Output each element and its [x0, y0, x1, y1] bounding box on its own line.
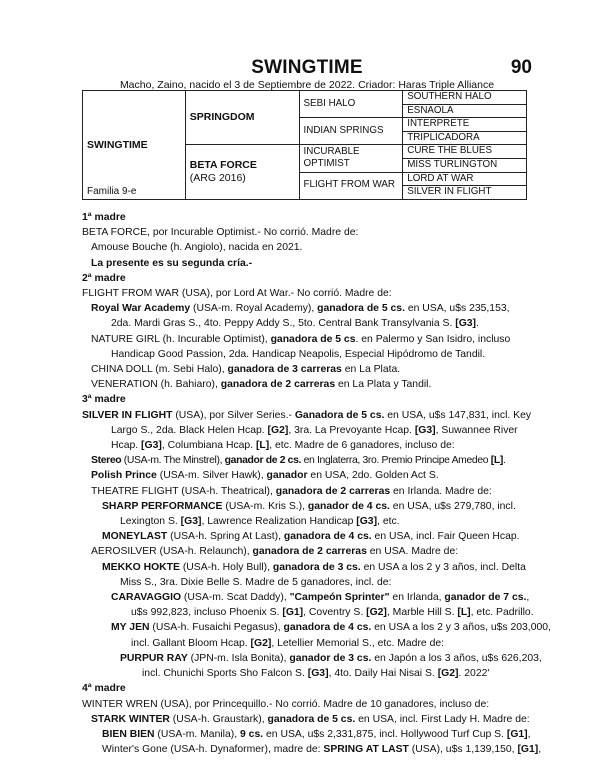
- horse-name: Stereo: [91, 455, 122, 467]
- text-segment: ganadora de 3 carreras: [227, 364, 342, 376]
- pedigree-g4-2: INTERPRETE: [403, 118, 527, 132]
- grade-badge: [G2]: [267, 424, 289, 436]
- grade-badge: [G3]: [455, 318, 477, 330]
- text-segment: , Marble Hill S.: [386, 607, 458, 619]
- text-segment: u$s 992,823, incluso Phoenix S.: [131, 607, 283, 619]
- heading-first-dam: 1ª madre: [82, 212, 126, 223]
- heading-second-dam: 2ª madre: [82, 272, 126, 284]
- produce-moneylast: [82, 529, 532, 544]
- text-segment: 9 cs.: [240, 728, 264, 740]
- continuation-line: [82, 636, 532, 651]
- text-segment: en USA, 2do. Golden Act S.: [307, 470, 439, 482]
- heading-third-dam: 3ª madre: [82, 394, 126, 406]
- text-segment: (USA-m. Manila),: [154, 728, 240, 740]
- text-segment: Ganadora de 5 cs.: [294, 409, 385, 421]
- continuation-line: [82, 423, 532, 438]
- horse-name: MEKKO HOKTE: [102, 561, 180, 573]
- text-segment: en USA. Madre de:: [366, 546, 459, 558]
- pedigree-sire-cell: [185, 91, 299, 145]
- text-segment: en Japón a los 3 años, u$s 626,203,: [371, 652, 542, 664]
- produce-purpur-ray: [82, 651, 542, 666]
- dam-line: BETA FORCE, por Incurable Optimist.- No corrió. Madre de:: [82, 227, 359, 239]
- text-segment: ganadora de 4 cs.: [283, 622, 372, 634]
- pedigree-g3-0: SEBI HALO: [299, 91, 403, 118]
- grade-badge: [G2]: [250, 637, 272, 649]
- grade-badge: [G1]: [517, 744, 539, 756]
- text-segment: (USA-h. Fusaichi Pegasus),: [149, 622, 284, 634]
- text-segment: en USA, u$s 147,831, incl. Key: [384, 409, 532, 421]
- text-segment: (USA), u$s 1,139,150,: [408, 744, 518, 756]
- text-segment: ,: [527, 728, 531, 740]
- pedigree-g3-3: FLIGHT FROM WAR: [299, 172, 403, 199]
- continuation-line: [82, 666, 532, 681]
- text-segment: (USA-h. Holy Bull),: [179, 561, 273, 573]
- text-segment: CHINA DOLL (m. Sebi Halo),: [91, 364, 228, 376]
- text-segment: NATURE GIRL (h. Incurable Optimist),: [91, 333, 271, 345]
- text-segment: ganador de 3 cs.: [289, 652, 372, 664]
- horse-name: BIEN BIEN: [102, 728, 155, 740]
- continuation-line: [82, 514, 532, 529]
- text-segment: en Irlanda. Madre de:: [390, 485, 492, 497]
- horse-name: Polish Prince: [91, 470, 157, 482]
- pedigree-g3-1: INDIAN SPRINGS: [299, 118, 403, 145]
- text-segment: en La Plata.: [341, 364, 401, 376]
- continuation-line: [82, 605, 532, 620]
- text-segment: Hcap.: [111, 440, 142, 452]
- horse-name: SPRING AT LAST: [323, 744, 409, 756]
- pedigree-table: [82, 90, 527, 200]
- text-segment: (USA-m. Kris S.),: [222, 500, 308, 512]
- text-segment: .: [476, 318, 479, 330]
- fourth-dam-line: WINTER WREN (USA), por Princequillo.- No corrió. Madre de 10 ganadores, incluso de:: [82, 698, 490, 710]
- text-segment: ganadora de 2 carreras: [220, 379, 336, 391]
- horse-name: MONEYLAST: [102, 531, 168, 543]
- text-segment: AEROSILVER (USA-h. Relaunch),: [91, 546, 253, 558]
- horse-title: SWINGTIME: [251, 57, 363, 78]
- text-segment: .: [502, 455, 506, 467]
- pedigree-g4-3: TRIPLICADORA: [403, 131, 527, 145]
- text-segment: en USA a los 2 y 3 años, incl. Delta: [360, 561, 526, 573]
- text-segment: (USA-h. Graustark),: [169, 713, 268, 725]
- text-segment: ganador de 2 cs.: [224, 455, 302, 467]
- grade-badge: [G1]: [506, 728, 528, 740]
- text-segment: , 3ra. La Prevoyante Hcap.: [288, 424, 415, 436]
- grade-badge: [G3]: [307, 668, 329, 680]
- text-segment: ganadora de 5 cs.: [317, 303, 405, 315]
- text-segment: en USA, incl. First Lady H. Madre de:: [355, 713, 530, 725]
- produce-china-doll: [82, 362, 532, 377]
- text-segment: Largo S., 2da. Black Helen Hcap.: [111, 424, 268, 436]
- produce-bien-bien: [82, 727, 532, 742]
- text-segment: . 2022': [458, 668, 490, 680]
- grade-badge: [G2]: [366, 607, 387, 619]
- text-segment: en USA, incl. Fair Queen Hcap.: [371, 531, 520, 543]
- text-segment: en USA, u$s 235,153,: [404, 303, 510, 315]
- continuation-line: Handicap Good Passion, 2da. Handicap Neapolis, Especial Hipódromo de Tandil.: [111, 348, 486, 360]
- text-segment: , Columbiana Hcap.: [161, 440, 256, 452]
- third-dam-line: [82, 408, 532, 423]
- continuation-line: [82, 438, 532, 453]
- text-segment: Lexington S.: [120, 516, 181, 528]
- second-dam-line: FLIGHT FROM WAR (USA), por Lord At War.- No corrió. Madre de:: [82, 288, 392, 300]
- text-segment: (USA-m. Royal Academy),: [190, 303, 318, 315]
- text-segment: en USA a los 2 y 3 años, u$s 203,000,: [371, 622, 551, 634]
- produce-aerosilver: [82, 544, 532, 559]
- text-segment: , etc. Padrillo.: [470, 607, 534, 619]
- pedigree-g4-7: SILVER IN FLIGHT: [403, 186, 527, 200]
- pedigree-g4-5: MISS TURLINGTON: [403, 158, 527, 172]
- text-segment: Winter's Gone (USA-h. Dynaformer), madre de:: [102, 744, 324, 756]
- continuation-line: Miss S., 3ra. Dixie Belle S. Madre de 5 ganadores, incl. de:: [120, 576, 392, 588]
- text-segment: ganadora de 5 cs: [270, 333, 356, 345]
- pedigree-g4-1: ESNAOLA: [403, 104, 527, 118]
- produce-winters-gone: [82, 742, 542, 757]
- text-segment: ganadora de 2 carreras: [252, 546, 367, 558]
- horse-name: MY JEN: [111, 622, 150, 634]
- pedigree-horse-cell: [83, 91, 186, 200]
- header: [82, 57, 532, 79]
- horse-name: SILVER IN FLIGHT: [82, 409, 173, 421]
- text-segment: (USA-h. Spring At Last),: [167, 531, 284, 543]
- produce-veneration: [82, 377, 532, 392]
- pedigree-dam-origin: (ARG 2016): [189, 172, 246, 185]
- text-segment: en Inglaterra, 3ro. Premio Principe Amedeo: [301, 455, 491, 467]
- text-segment: (USA), por Silver Series.-: [172, 409, 295, 421]
- text-segment: (USA-m. Scat Daddy),: [181, 592, 290, 604]
- grade-badge: [G3]: [180, 516, 202, 528]
- produce-my-jen: [82, 620, 551, 635]
- text-segment: (JPN-m. Isla Bonita),: [187, 652, 290, 664]
- text-segment: , Lawrence Realization Handicap: [201, 516, 357, 528]
- produce-theatre-flight: [82, 484, 532, 499]
- produce-sharp-performance: [82, 499, 532, 514]
- produce-line: Amouse Bouche (h. Angiolo), nacida en 2021.: [91, 242, 303, 254]
- text-segment: incl. Gallant Bloom Hcap.: [131, 637, 251, 649]
- text-segment: THEATRE FLIGHT (USA-h. Theatrical),: [91, 485, 276, 497]
- grade-badge: [L]: [490, 455, 503, 467]
- text-segment: en Irlanda,: [389, 592, 445, 604]
- text-segment: ganadora de 4 cs.: [283, 531, 372, 543]
- continuation-line: [82, 316, 532, 331]
- pedigree-g3-2: INCURABLE OPTIMIST: [299, 145, 403, 172]
- pedigree-sire: SPRINGDOM: [189, 111, 255, 124]
- text-segment: en USA, u$s 2,331,875, incl. Hollywood Turf Cup S.: [263, 728, 507, 740]
- pedigree-g4-6: LORD AT WAR: [403, 172, 527, 186]
- text-segment: "Campeón Sprinter": [289, 592, 390, 604]
- heading-fourth-dam: 4ª madre: [82, 683, 126, 695]
- produce-nature-girl: [82, 332, 532, 347]
- horse-name: Royal War Academy: [91, 303, 191, 315]
- pedigree-dam: BETA FORCE: [189, 159, 257, 172]
- produce-caravaggio: [82, 590, 532, 605]
- grade-badge: [L]: [457, 607, 471, 619]
- text-segment: , etc.: [377, 516, 400, 528]
- produce-note: La presente es su segunda cría.-: [91, 257, 253, 269]
- produce-polish-prince: [82, 468, 532, 483]
- text-segment: (USA-m. Silver Hawk),: [156, 470, 267, 482]
- horse-name: CARAVAGGIO: [111, 592, 182, 604]
- text-segment: ,: [538, 744, 542, 756]
- horse-name: PURPUR RAY: [120, 652, 188, 664]
- text-segment: en La Plata y Tandil.: [335, 379, 432, 391]
- catalog-body: [82, 210, 551, 757]
- produce-royal-war-academy: [82, 301, 532, 316]
- text-segment: , 4to. Daily Hai Nisai S.: [328, 668, 438, 680]
- grade-badge: [G3]: [356, 516, 378, 528]
- text-segment: , etc. Madre de 6 ganadores, incluso de:: [269, 440, 455, 452]
- text-segment: ganador de 4 cs.: [307, 500, 390, 512]
- pedigree-family: Familia 9-e: [87, 186, 137, 198]
- grade-badge: [G3]: [141, 440, 162, 452]
- text-segment: ganador: [266, 470, 308, 482]
- grade-badge: [L]: [255, 440, 270, 452]
- pedigree-g4-4: CURE THE BLUES: [403, 145, 527, 159]
- grade-badge: [G3]: [414, 424, 436, 436]
- text-segment: ganador de 7 cs.: [444, 592, 527, 604]
- grade-badge: [G2]: [437, 668, 459, 680]
- lot-number: 90: [510, 57, 532, 78]
- text-segment: VENERATION (h. Bahiaro),: [91, 379, 221, 391]
- text-segment: ganadora de 2 carreras: [275, 485, 391, 497]
- text-segment: . en Palermo y San Isidro, incluso: [355, 333, 511, 345]
- text-segment: 2da. Mardi Gras S., 4to. Peppy Addy S., 5to. Central Bank Transylvania S.: [111, 318, 456, 330]
- text-segment: ganadora de 5 cs.: [267, 713, 356, 725]
- horse-name: SHARP PERFORMANCE: [102, 500, 223, 512]
- produce-stark-winter: [82, 712, 532, 727]
- pedigree-horse: SWINGTIME: [87, 138, 148, 151]
- pedigree-dam-cell: [185, 145, 299, 199]
- text-segment: ,: [526, 592, 530, 604]
- produce-stereo: [82, 453, 532, 468]
- text-segment: ganadora de 3 cs.: [272, 561, 361, 573]
- horse-name: STARK WINTER: [91, 713, 170, 725]
- text-segment: , Suwannee River: [435, 424, 518, 436]
- produce-mekko-hokte: [82, 560, 532, 575]
- text-segment: incl. Chunichi Sports Sho Falcon S.: [142, 668, 308, 680]
- horse-subtitle: Macho, Zaino, nacido el 3 de Septiembre de 2022. Criador: Haras Triple Alliance: [119, 79, 495, 91]
- text-segment: , Letellier Memorial S., etc. Madre de:: [271, 637, 445, 649]
- text-segment: en USA, u$s 279,780, incl.: [389, 500, 516, 512]
- text-segment: , Coventry S.: [303, 607, 367, 619]
- grade-badge: [G1]: [282, 607, 304, 619]
- pedigree-g4-0: SOUTHERN HALO: [403, 91, 527, 105]
- text-segment: (USA-m. The Minstrel),: [121, 455, 225, 467]
